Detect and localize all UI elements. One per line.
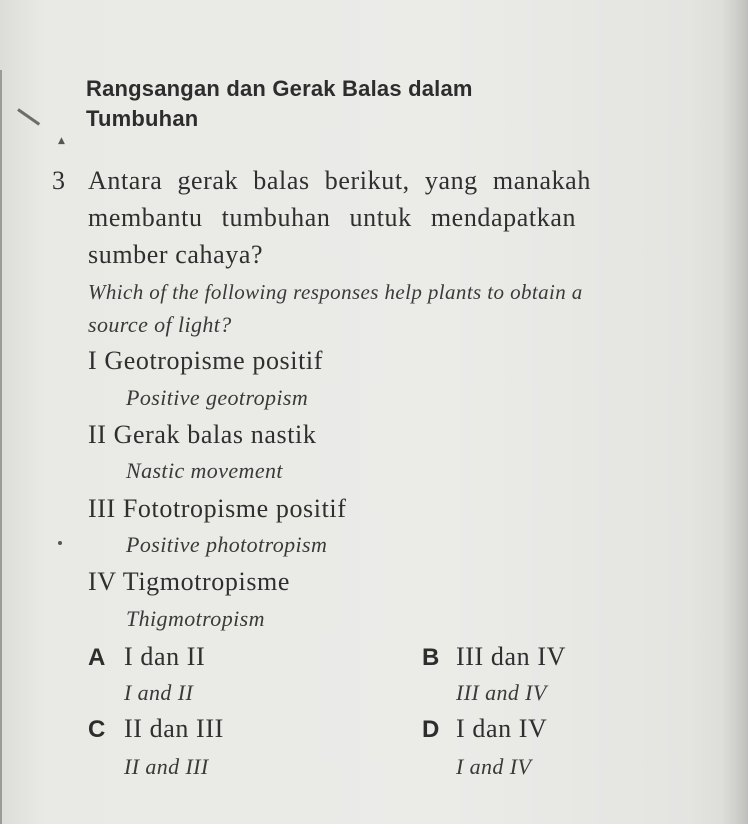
page-edge-shadow [722,0,748,824]
section-title-line-2: Tumbuhan [86,106,199,131]
statement-1-en: Positive geotropism [126,385,309,410]
option-c-en: II and III [124,754,209,779]
question-text-ms-line-2: membantu tumbuhan untuk mendapatkan [88,203,577,232]
statement-4-en: Thigmotropism [126,606,265,631]
option-a-ms: I dan II [124,642,206,671]
statement-3-en: Positive phototropism [126,532,328,557]
option-b-ms: III dan IV [456,642,566,671]
question-text-en-line-1: Which of the following responses help plants to obtain a [88,280,583,304]
statement-1-ms: I Geotropisme positif [88,346,324,375]
section-title-line-1: Rangsangan dan Gerak Balas dalam [86,76,473,101]
option-c-letter: C [88,716,106,743]
statement-2-en: Nastic movement [126,458,283,483]
statement-4-ms: IV Tigmotropisme [88,567,290,596]
question-text-en-line-2: source of light? [88,312,232,337]
option-d-en: I and IV [456,754,532,779]
small-triangle-mark: ▲ [58,136,65,146]
section-title [86,74,473,134]
option-b-letter: B [422,644,440,671]
question-number: 3 [52,166,65,195]
option-d-letter: D [422,716,440,743]
option-a-en: I and II [124,680,194,705]
option-b-en: III and IV [456,680,547,705]
statement-3-ms: III Fototropisme positif [88,494,347,523]
pen-mark [17,108,40,125]
question-text-ms-line-3: sumber cahaya? [88,240,264,269]
option-d-ms: I dan IV [456,714,548,743]
option-a-letter: A [88,644,106,671]
dot-mark [58,541,62,545]
question-text-ms-line-1: Antara gerak balas berikut, yang manakah [88,166,591,195]
option-c-ms: II dan III [124,714,224,743]
statement-2-ms: II Gerak balas nastik [88,420,317,449]
margin-rule [0,70,2,824]
